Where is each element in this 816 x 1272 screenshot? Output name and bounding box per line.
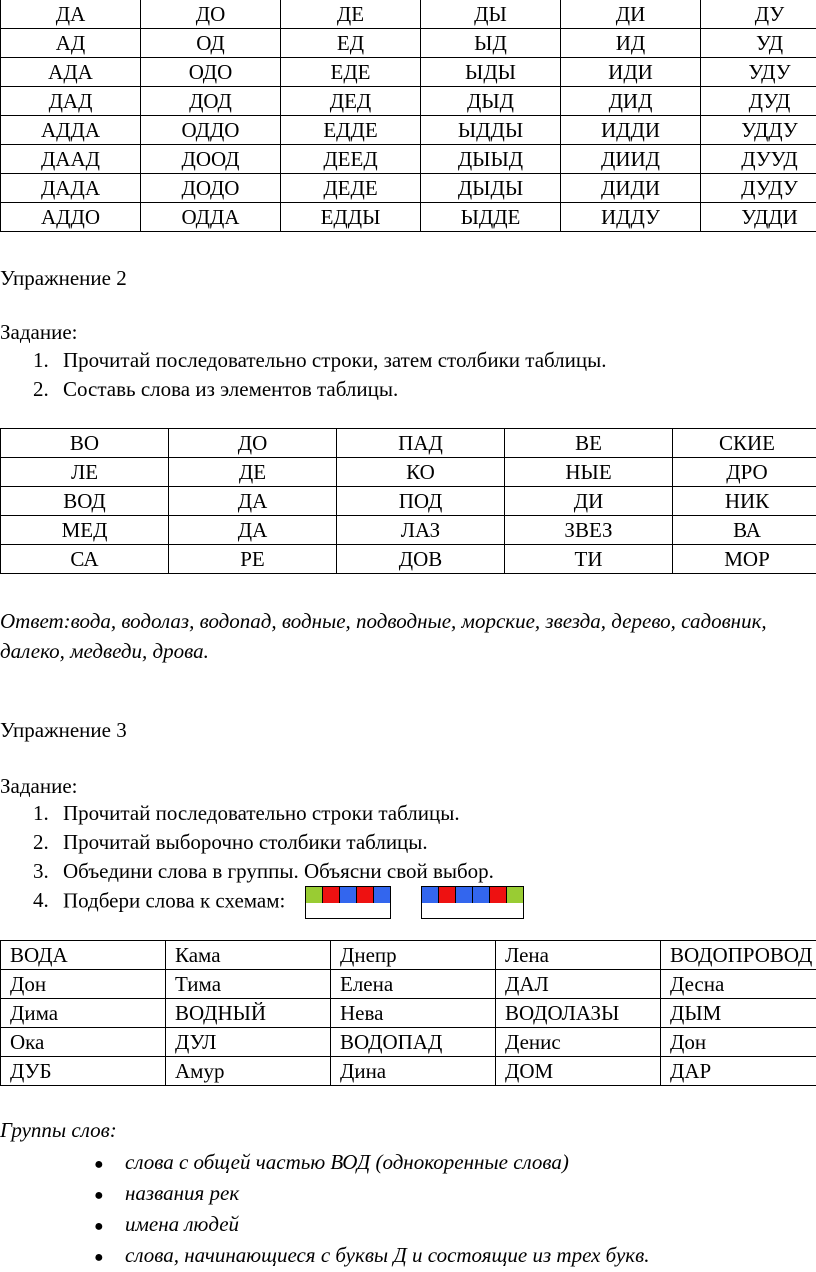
group-text: названия рек — [125, 1181, 239, 1205]
table-cell: УДДИ — [701, 203, 816, 232]
table-row — [1, 516, 816, 545]
table-cell: ДЕДЕ — [281, 174, 421, 203]
table-row — [1, 0, 816, 29]
table-cell: ДИИД — [561, 145, 701, 174]
table-cell: ТИ — [505, 545, 673, 574]
table-row — [1, 1028, 816, 1057]
exercise2-task-list — [33, 346, 607, 404]
scheme-box-green — [306, 887, 323, 903]
table-cell: ДУУД — [701, 145, 816, 174]
table-cell: ДЕД — [281, 87, 421, 116]
table-cell: КО — [337, 458, 505, 487]
table-cell: ДИ — [505, 487, 673, 516]
scheme-box-blue — [374, 887, 390, 903]
task-text: Составь слова из элементов таблицы. — [63, 377, 398, 401]
scheme-box-green — [507, 887, 523, 903]
table-cell: ВОДНЫЙ — [166, 999, 331, 1028]
table-cell: ЛЕ — [1, 458, 169, 487]
table-row — [1, 174, 816, 203]
table-cell: ДО — [169, 429, 337, 458]
table-cell: ЫДДЕ — [421, 203, 561, 232]
table-cell: Десна — [661, 970, 816, 999]
group-item — [94, 1179, 649, 1210]
task-item — [33, 346, 607, 375]
table-cell: Лена — [496, 941, 661, 970]
table-cell: Ока — [1, 1028, 166, 1057]
groups-list — [94, 1148, 649, 1272]
table-cell: ВОДОПАД — [331, 1028, 496, 1057]
table-cell: ЫД — [421, 29, 561, 58]
table-cell: ДИ — [561, 0, 701, 29]
table-cell: ВОДА — [1, 941, 166, 970]
table-cell: ВОДОПРОВОД — [661, 941, 816, 970]
table-cell: Тима — [166, 970, 331, 999]
table-cell: АДДО — [1, 203, 141, 232]
table-cell: ДУДУ — [701, 174, 816, 203]
task-text: Прочитай последовательно строки таблицы. — [63, 801, 460, 825]
table-row — [1, 941, 816, 970]
table-cell: ВЕ — [505, 429, 673, 458]
table-cell: Амур — [166, 1057, 331, 1086]
task-item — [33, 857, 524, 886]
table-cell: ДЕ — [169, 458, 337, 487]
table-cell: ИДИ — [561, 58, 701, 87]
table-cell: МОР — [673, 545, 816, 574]
table-cell: УДУ — [701, 58, 816, 87]
table-row — [1, 458, 816, 487]
table-cell: ДАР — [661, 1057, 816, 1086]
table-cell: ДЕ — [281, 0, 421, 29]
task-item — [33, 375, 607, 404]
task-text: Прочитай выборочно столбики таблицы. — [63, 830, 428, 854]
table-cell: НИК — [673, 487, 816, 516]
table-cell: ЗВЕЗ — [505, 516, 673, 545]
table-cell: ЫДДЫ — [421, 116, 561, 145]
table-cell: ДАДА — [1, 174, 141, 203]
table-cell: ДООД — [141, 145, 281, 174]
table-cell: ДУ — [701, 0, 816, 29]
table-cell: Дон — [1, 970, 166, 999]
table-cell: ИДДИ — [561, 116, 701, 145]
scheme-box-blue — [473, 887, 490, 903]
scheme-box-blue — [340, 887, 357, 903]
table-cell: ЛАЗ — [337, 516, 505, 545]
table-row — [1, 429, 816, 458]
table-cell: ДЫЫД — [421, 145, 561, 174]
table-cell: ОДДО — [141, 116, 281, 145]
scheme-box-red — [357, 887, 374, 903]
syllable-table — [0, 0, 816, 232]
table-cell: ОДО — [141, 58, 281, 87]
table-row — [1, 29, 816, 58]
task-text: Подбери слова к схемам: — [63, 888, 285, 912]
bullet-icon: ● — [94, 1150, 125, 1179]
table-row — [1, 1057, 816, 1086]
table-row — [1, 970, 816, 999]
table-cell: Нева — [331, 999, 496, 1028]
table-cell: ВОД — [1, 487, 169, 516]
table-cell: ПОД — [337, 487, 505, 516]
task-number: 2. — [33, 375, 63, 404]
table-cell: Дина — [331, 1057, 496, 1086]
table-cell: Елена — [331, 970, 496, 999]
table-cell: Кама — [166, 941, 331, 970]
table-cell: ВОДОЛАЗЫ — [496, 999, 661, 1028]
table-cell: ИД — [561, 29, 701, 58]
table-cell: ДУД — [701, 87, 816, 116]
scheme-box-red — [323, 887, 340, 903]
exercise3-task-label: Задание: — [0, 772, 77, 800]
scheme-box-red — [439, 887, 456, 903]
table-cell: АД — [1, 29, 141, 58]
table-cell: ДА — [1, 0, 141, 29]
group-text: имена людей — [125, 1212, 239, 1236]
table-cell: ДИД — [561, 87, 701, 116]
exercise2-task-label: Задание: — [0, 318, 77, 346]
table-cell: ДАД — [1, 87, 141, 116]
task-item — [33, 886, 524, 919]
table-cell: ЕДДЫ — [281, 203, 421, 232]
table-cell: ДЕЕД — [281, 145, 421, 174]
table-cell: НЫЕ — [505, 458, 673, 487]
group-item — [94, 1210, 649, 1241]
table-cell: УДДУ — [701, 116, 816, 145]
table-cell: ДОД — [141, 87, 281, 116]
table-row — [1, 203, 816, 232]
group-text: слова, начинающиеся с буквы Д и состоящие из трех букв. — [125, 1243, 649, 1267]
bullet-icon: ● — [94, 1181, 125, 1210]
table-cell: ДОВ — [337, 545, 505, 574]
table-row — [1, 487, 816, 516]
table-cell: Денис — [496, 1028, 661, 1057]
color-scheme-2 — [421, 886, 524, 919]
table-cell: ДИДИ — [561, 174, 701, 203]
table-row — [1, 999, 816, 1028]
table-cell: ДУЛ — [166, 1028, 331, 1057]
table-cell: ЕД — [281, 29, 421, 58]
table-cell: ПАД — [337, 429, 505, 458]
exercise3-task-list — [33, 799, 524, 919]
table-cell: АДА — [1, 58, 141, 87]
task-number: 4. — [33, 886, 63, 915]
table-cell: ДА — [169, 487, 337, 516]
table-cell: Дон — [661, 1028, 816, 1057]
table-cell: МЕД — [1, 516, 169, 545]
table-cell: ОДДА — [141, 203, 281, 232]
group-item — [94, 1148, 649, 1179]
table-row — [1, 116, 816, 145]
task-number: 2. — [33, 828, 63, 857]
table-cell: АДДА — [1, 116, 141, 145]
table-cell: ДААД — [1, 145, 141, 174]
table-cell: ДЫДЫ — [421, 174, 561, 203]
task-number: 1. — [33, 346, 63, 375]
task-text: Прочитай последовательно строки, затем столбики таблицы. — [63, 348, 607, 372]
table-cell: ЕДДЕ — [281, 116, 421, 145]
task-text: Объедини слова в группы. Объясни свой выбор. — [63, 859, 494, 883]
exercise2-title: Упражнение 2 — [0, 264, 127, 292]
table-cell: ВО — [1, 429, 169, 458]
table-cell: ДОМ — [496, 1057, 661, 1086]
task-number: 3. — [33, 857, 63, 886]
table-cell: УД — [701, 29, 816, 58]
table-cell: ДОДО — [141, 174, 281, 203]
table-cell: РЕ — [169, 545, 337, 574]
group-item — [94, 1241, 649, 1272]
table-row — [1, 87, 816, 116]
exercise3-title: Упражнение 3 — [0, 716, 127, 744]
word-table — [0, 940, 816, 1086]
task-item — [33, 828, 524, 857]
table-row — [1, 545, 816, 574]
table-cell: ДРО — [673, 458, 816, 487]
table-cell: Дима — [1, 999, 166, 1028]
table-cell: ИДДУ — [561, 203, 701, 232]
scheme-box-red — [490, 887, 507, 903]
task-item — [33, 799, 524, 828]
table-cell: ОД — [141, 29, 281, 58]
table-cell: СА — [1, 545, 169, 574]
table-cell: ДЫД — [421, 87, 561, 116]
exercise2-answer: Ответ:вода, водолаз, водопад, водные, подводные, морские, звезда, дерево, садовник, далеко, медведи, дрова. — [0, 606, 810, 666]
task-number: 1. — [33, 799, 63, 828]
table-cell: ДУБ — [1, 1057, 166, 1086]
table-cell: ЕДЕ — [281, 58, 421, 87]
bullet-icon: ● — [94, 1243, 125, 1272]
table-cell: ДО — [141, 0, 281, 29]
scheme-box-blue — [456, 887, 473, 903]
syllable-builder-table — [0, 428, 816, 574]
table-row — [1, 145, 816, 174]
table-cell: ЫДЫ — [421, 58, 561, 87]
table-cell: ДАЛ — [496, 970, 661, 999]
table-cell: ДА — [169, 516, 337, 545]
bullet-icon: ● — [94, 1212, 125, 1241]
table-cell: СКИЕ — [673, 429, 816, 458]
table-cell: Днепр — [331, 941, 496, 970]
group-text: слова с общей частью ВОД (однокоренные слова) — [125, 1150, 569, 1174]
scheme-box-blue — [422, 887, 439, 903]
table-row — [1, 58, 816, 87]
table-cell: ДЫ — [421, 0, 561, 29]
table-cell: ДЫМ — [661, 999, 816, 1028]
groups-title: Группы слов: — [0, 1116, 117, 1144]
color-scheme-1 — [305, 886, 391, 919]
table-cell: ВА — [673, 516, 816, 545]
